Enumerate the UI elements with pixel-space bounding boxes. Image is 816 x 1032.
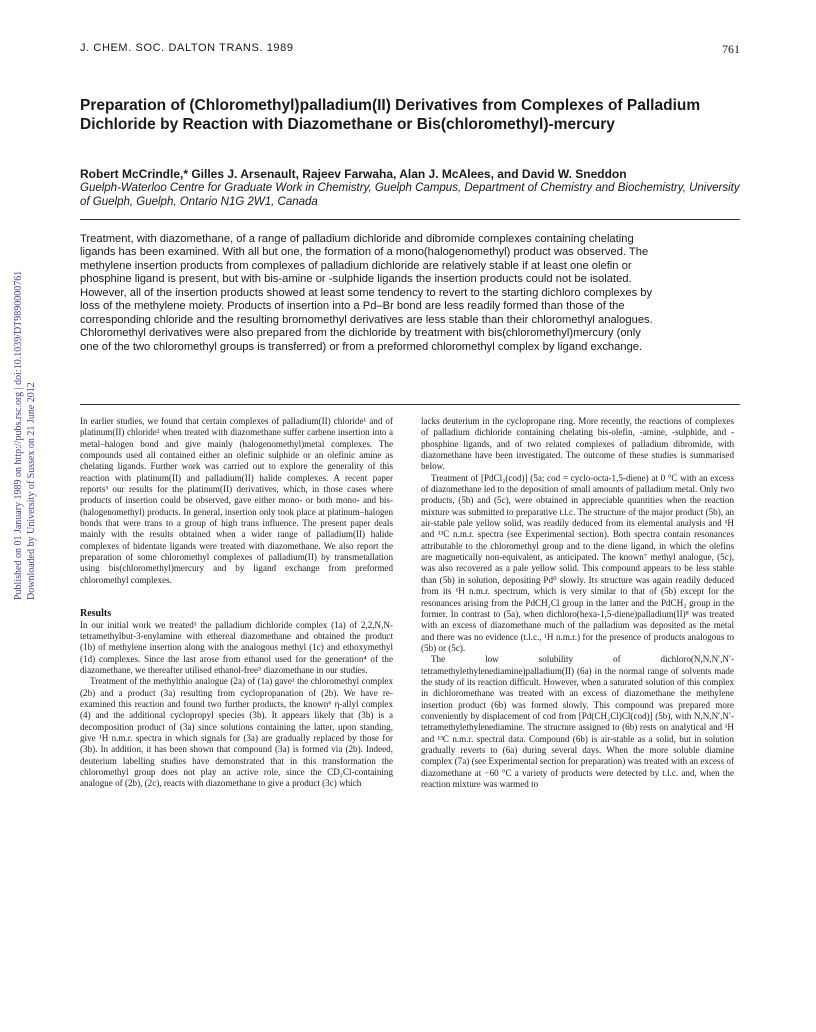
- author-list: Robert McCrindle,* Gilles J. Arsenault, Rajeev Farwaha, Alan J. McAlees, and David W. Sneddon: [80, 167, 627, 181]
- journal-citation: J. CHEM. SOC. DALTON TRANS. 1989: [80, 42, 294, 54]
- results-paragraph-1: In our initial work we treated¹ the palladium dichloride complex (1a) of 2,2,N,N-tetramethylbut-3-enylamine with ethereal diazomethane and obtained the product (1b) of methylene insertion along with the analogous methyl (1c) and ethoxymethyl (1d) complexes. Since the last arose from ethanol used for the generation⁴ of the diazomethane, we thereafter utilised ethanol-free⁵ diazomethane in our studies.: [80, 619, 393, 675]
- download-watermark: [12, 271, 38, 600]
- article-title: Preparation of (Chloromethyl)palladium(II) Derivatives from Complexes of Palladium Dichloride by Reaction with Diazomethane or Bis(chloromethyl)-mercury: [80, 97, 701, 133]
- affiliation: Guelph-Waterloo Centre for Graduate Work in Chemistry, Guelph Campus, Department of Chemistry and Biochemistry, University of Guelph, Guelph, Ontario N1G 2W1, Canada: [80, 182, 740, 208]
- published-line[interactable]: Published on 01 January 1989 on http://pubs.rsc.org | doi:10.1039/DT9890000761: [13, 270, 24, 600]
- results-paragraph-2: Treatment of the methylthio analogue (2a) of (1a) gave¹ the chloromethyl complex (2b) and a product (3a) resulting from cyclopropanation of (2b). We have re-examined this reaction and found two further products, the known⁶ η-allyl complex (4) and the additional cyclopropyl species (3b). It appears likely that (3b) is a decomposition product of (3a) since solutions containing the latter, upon standing, give ¹H n.m.r. spectra in which signals for (3a) are gradually replaced by those for (3b). In addition, it has been shown that compound (3a) is formed via (2b). Indeed, deuterium labelling studies have demonstrated that in this transformation the chloromethyl group does not play an active role, since the CD₂Cl-containing analogue of (2b), (2c), reacts with diazomethane to give a product (3c) which: [80, 676, 393, 789]
- running-header: [80, 42, 740, 62]
- results-heading: Results: [80, 608, 112, 620]
- body-column-left: [80, 416, 393, 790]
- abstract-divider: [80, 404, 740, 405]
- right-paragraph-2: Treatment of [PdCl₂(cod)] (5a; cod = cyclo-octa-1,5-diene) at 0 °C with an excess of diazomethane led to the deposition of small amounts of palladium metal. Only two products, (5b) and (5c), were obtained in appreciable quantities when the reaction mixture was submitted to preparative t.l.c. The structure of the major product (5b), an air-stable pale yellow solid, was readily deduced from its elemental analysis and ¹H and ¹³C n.m.r. spectra (see Experimental section). Both spectra contain resonances attributable to the chloromethyl group and to the diene ligand, in which the olefins are magnetically non-equivalent, as anticipated. The known⁷ methyl analogue, (5c), was also recovered as a pale yellow solid. This compound appears to be less stable than (5b) in solution, depositing Pd⁰ slowly. Its structure was again readily deduced from its ¹H n.m.r. spectrum, which is very similar to that of (5b) except for the resonances arising from the PdCH₂Cl group in the latter and the PdCH₃ group in the former. In contrast to (5a), when dichloro(hexa-1,5-diene)palladium(II)⁸ was treated with an excess of diazomethane much of the palladium was deposited as the metal and there was no evidence (t.l.c., ¹H n.m.r.) for the presence of products analogous to (5b) or (5c).: [421, 472, 734, 653]
- right-paragraph-1: lacks deuterium in the cyclopropane ring. More recently, the reactions of complexes of palladium dichloride containing chelating bis-olefin, -amine, -sulphide, and -phosphine ligands, and of two related complexes of palladium dibromide, with diazomethane have been investigated. The outcome of these studies is summarised below.: [421, 416, 734, 472]
- top-divider: [80, 219, 740, 220]
- page-number: 761: [722, 42, 740, 56]
- intro-paragraph: In earlier studies, we found that certain complexes of palladium(II) chloride¹ and of platinum(II) chloride² when treated with diazomethane suffer carbene insertion into a metal–halogen bond and give mainly (halogenomethyl)metal complexes. The compounds used all contained either an olefinic sulphide or an olefinic amine as chelating ligands. Further work was carried out to explore the generality of this reaction with platinum(II) and palladium(II) halide complexes. A recent paper reports³ our results for the platinum(II) derivatives, which, in those cases where products of insertion could be observed, gave either mono- or both mono- and bis-(halogenomethyl) products. In general, insertion only took place at platinum–halogen bonds that were trans to a group of high trans influence. The present paper deals mainly with the results obtained when a wider range of palladium(II) halide complexes of bidentate ligands were treated with diazomethane. We also report the preparation of some chloromethyl complexes of palladium(II) by transmetallation using bis(chloromethyl)mercury and by ligand exchange from preformed chloromethyl complexes.: [80, 416, 393, 585]
- downloaded-line: Downloaded by University of Sussex on 21 June 2012: [26, 382, 37, 600]
- abstract: Treatment, with diazomethane, of a range of palladium dichloride and dibromide complexes containing chelating ligands has been examined. With all but one, the formation of a mono(halogenomethyl) product was observed. The methylene insertion products from complexes of palladium dichloride are relatively stable if at least one olefin or phosphine ligand is present, but with bis-amine or -sulphide ligands the insertion products could not be isolated. However, all of the insertion products showed at least some tendency to revert to the starting dichloro complexes by loss of the methylene moiety. Products of insertion into a Pd–Br bond are less readily formed than those of the corresponding chloride and the resulting bromomethyl derivatives are less stable than their chloromethyl analogues. Chloromethyl derivatives were also prepared from the dichloride by treatment with bis(chloromethyl)mercury (only one of the two chloromethyl groups is transferred) or from a preformed chloromethyl complex by ligand exchange.: [80, 233, 653, 353]
- body-column-right: [421, 416, 734, 790]
- right-paragraph-3: The low solubility of dichloro(N,N,N′,N′-tetramethylethylenediamine)palladium(II) (6a) in the normal range of solvents made the study of its reaction difficult. However, when a saturated solution of this complex in dichloromethane was treated with an excess of diazomethane the methylene insertion product (6b) was formed slowly. This compound was prepared more conveniently by displacement of cod from [Pd(CH₂Cl)Cl(cod)] (5b), with N,N,N′,N′-tetramethylethylenediamine. The structure assigned to (6b) rests on analytical and ¹H and ¹³C n.m.r. spectral data. Compound (6b) is air-stable as a solid, but in solution gradually reverts to (6a) during several days. When the more soluble diamine complex (7a) (see Experimental section for preparation) was treated with an excess of diazomethane at −60 °C a variety of products were detected by t.l.c. and, when the reaction mixture was warmed to: [421, 654, 734, 789]
